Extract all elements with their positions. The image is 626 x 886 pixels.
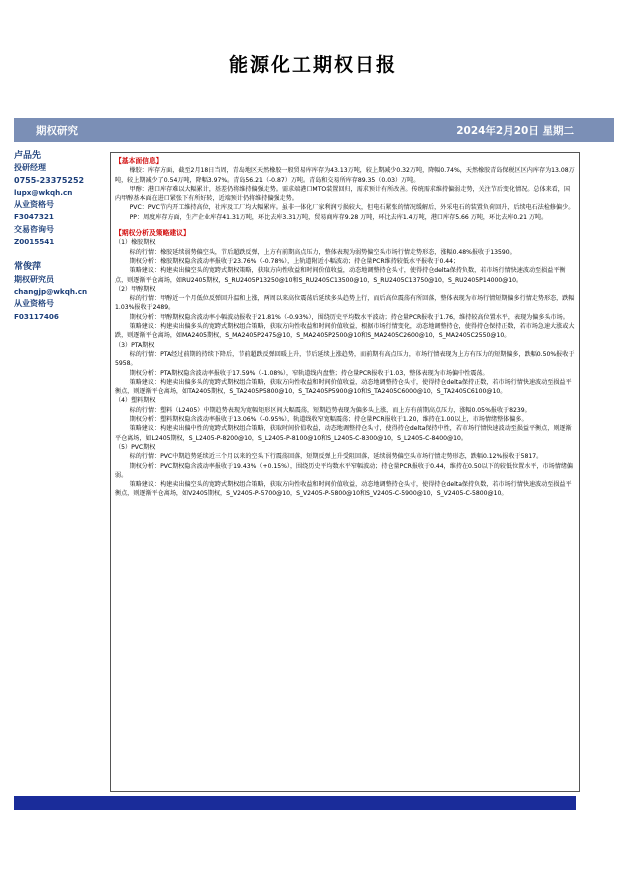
paragraph: 策略建议：构建卖出偏多头的宽跨式期权组合策略，获取方向性收益和时间价值收益，动态地调整持仓头寸，使得持仓delta保持正数，若市场行情快速波动至损益平衡点，则逐渐平仓离场，如TA2405期权，S_TA2405P5800@10，S_TA2405P5900@10和S_TA2405C6000@10，S_TA2405C6100@10。 [115, 378, 572, 396]
analyst-cert-label: 从业资格号 [14, 299, 54, 309]
report-title: 能源化工期权日报 [228, 54, 397, 76]
paragraph: 标的行情：PVC中期趋势延续近三个月以来的空头下行震荡回落，短期反弹上升受阻回落，延续弱势偏空头市场行情走势形态，跌幅0.12%报收于5817。 [129, 453, 543, 461]
paragraph: 期权分析：PTA期权隐含波动率报收于17.59%（-1.08%），窄轨道线内盘整；持仓量PCR报收于1.03，整体表现为市场偏中性震荡。 [129, 369, 489, 377]
report-date: 2024年2月20日 星期二 [456, 125, 574, 137]
fundamentals-list [115, 166, 575, 222]
fundamentals-heading: 【基本面信息】 [115, 157, 163, 165]
paragraph: 期权分析：塑料期权隐含波动率报收于13.06%（-0.95%），轨道线收窄宽幅震荡；持仓量PCR报收于1.20，维持在1.00以上，市场情绪整体偏多。 [129, 416, 528, 424]
paragraph: （4）塑料期权 [115, 397, 156, 405]
header-bar [14, 118, 614, 142]
paragraph: 甲醇：港口库存难以大幅累计，基差仍将维持偏强走势。需求端港口MTO装置回归，需求预计有所改善。传统需求维持偏弱走势，关注节后变化情况。总体来看，国内甲醇基本面在进口紧张下有所好转，近端预计仍将维持偏强走势。 [115, 185, 570, 203]
paragraph: （5）PVC期权 [115, 443, 156, 451]
paragraph: （2）甲醇期权 [115, 285, 156, 293]
section-label: 期权研究 [36, 125, 78, 137]
analyst-phone: 0755-23375252 [14, 175, 85, 185]
strategy-heading: 【期权分析及策略建议】 [115, 229, 190, 238]
paragraph: 期权分析：甲醇期权隐含波动率小幅波动报收于21.81%（-0.93%），围绕历史平均数水平波动；持仓量PCR报收于1.76，维持较高位置水平，表现为偏多头市场。 [129, 313, 569, 321]
analyst-sidebar [14, 150, 110, 323]
paragraph: 策略建议：构建卖出偏多头的宽跨式期权组合策略，获取方向性收益和时间价值收益，根据市场行情变化，动态地调整持仓，使得持仓保持正数，若市场急速大涨或大跌，则逐渐平仓离场，如MA2405期权，S_MA2405P2475@10，S_MA2405P2500@10和S_MA2405C2600@10，S_MA2405C2550@10。 [115, 323, 575, 340]
analyst-name: 卢品先 [14, 151, 42, 161]
analyst-cert: F03117406 [14, 311, 59, 321]
paragraph: 标的行情：PTA经过前期的持续下降后，节前超跌反弹回暖上升，节后延续上涨趋势，而前期有高点压力，市场行情表现为上方有压力的短期偏多，跌幅0.50%报收于5958。 [115, 350, 575, 368]
paragraph: 标的行情：甲醇近一个月低位反弹回升温和上涨，两周以来高位震荡后延续多头趋势上行，而后高位震荡有所回落，整体表现为市场行情短期偏多行情走势形态，跌幅1.03%报收于2489。 [115, 295, 575, 312]
paragraph: 期权分析：PVC期权隐含波动率报收于19.43%（+0.15%），围绕历史平均数水平窄幅波动；持仓量PCR报收于0.44，维持在0.50以下的较低位置水平，市场情绪偏弱。 [115, 462, 574, 479]
analyst-cert: F3047321 [14, 212, 54, 222]
analyst-email[interactable]: changjp@wkqh.cn [14, 286, 88, 296]
analyst-consult-label: 交易咨询号 [14, 224, 54, 234]
paragraph: 策略建议：构建卖出偏空头的宽跨式期权组合策略，获取方向性收益和时间价值收益，动态地调整持仓头寸，使得持仓delta保持负数，若市场行情快速波动至损益平衡点，则逐渐平仓离场，如V2405期权，S_V2405-P-5700@10，S_V2405-P-5800@10和S_V2405-C-5900@10，S_V2405-C-5800@10。 [115, 481, 572, 498]
paragraph: 策略建议：构建卖出偏空头的宽跨式期权策略，获取方向性收益和时间价值收益，动态地调整持仓头寸，使得持仓delta保持负数，若市场行情快速波动至损益平衡点，则逐渐平仓离场，如RU2405期权，S_RU2405P13250@10和S_RU2405C13500@10，S_RU2405C13750@10，S_RU2405P14000@10。 [115, 267, 566, 284]
strategy-list [115, 238, 575, 498]
analyst-cert-label: 从业资格号 [14, 200, 54, 210]
paragraph: PVC：PVC节内开工维持高位，社库及工厂均大幅累库。虽非一体化厂家利润亏损较大，但电石紧张的情况缓解后，外采电石的装置负荷回升，后续电石法检修偏少。 [129, 204, 575, 212]
report-content [110, 152, 580, 792]
analyst-consult: Z0015541 [14, 237, 55, 247]
paragraph: 期权分析：橡胶期权隐含波动率报收于23.76%（-0.78%），上轨道附近小幅波动；持仓量PCR维持较低水平报收于0.44； [129, 257, 460, 265]
paragraph: 橡胶：库存方面，截至2月18日当周，青岛地区天然橡胶一般贸易库库存为43.13万吨，较上期减少0.32万吨，降幅0.74%，天然橡胶青岛保税区区内库存为13.08万吨，较上期减少了0.54万吨，降幅3.97%。青岛56.21（-0.87）万吨。青岛和交易所库存89.35（0.03）万吨。 [115, 167, 575, 184]
footer-bar [14, 796, 576, 810]
paragraph: PP：周度库存方面，生产企业库存41.31万吨，环比去库3.31万吨，贸易商库存9.28 万吨，环比去库1.4万吨，港口库存5.66 万吨，环比去库0.21 万吨。 [129, 213, 548, 221]
analyst-role: 投研经理 [14, 163, 46, 173]
analyst-name: 常俊萍 [14, 262, 42, 273]
analyst-email[interactable]: lupx@wkqh.cn [14, 187, 73, 197]
paragraph: 标的行情：塑料（L2405）中期趋势表现为宽幅矩形区间大幅震荡，短期趋势表现为偏多头上涨，而上方有前期高点压力，涨幅0.05%报收于8239。 [129, 406, 531, 414]
paragraph: 策略建议：构建卖出偏中性的宽跨式期权组合策略，获取时间价值收益，动态地调整持仓头寸，使得持仓delta保持中性，若市场行情快速波动至损益平衡点，则逐渐平仓离场，如L2405期权，S_L2405-P-8200@10，S_L2405-P-8100@10和S_L2405-C-8300@10，S_L2405-C-8400@10。 [115, 425, 572, 442]
paragraph: 标的行情：橡胶延续弱势偏空头，节后超跌反弹，上方有前期高点压力，整体表现为弱势偏空头市场行情走势形态，涨幅0.48%报收于13590。 [129, 248, 516, 256]
paragraph: （1）橡胶期权 [115, 239, 156, 247]
analyst-role: 期权研究员 [14, 274, 54, 284]
paragraph: （3）PTA期权 [115, 341, 155, 349]
